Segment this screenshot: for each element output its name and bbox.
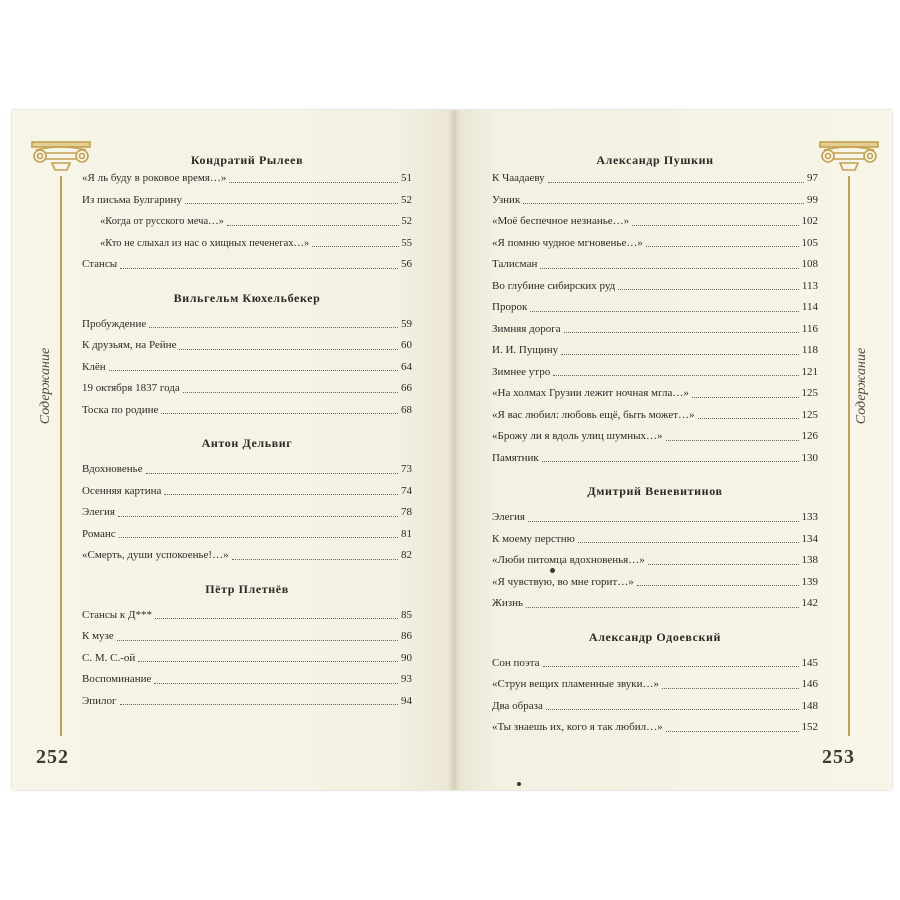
section-venevitinov bbox=[492, 483, 818, 615]
toc-entry bbox=[82, 254, 412, 276]
entry-page: 55 bbox=[401, 237, 412, 249]
toc-entry bbox=[82, 626, 412, 648]
toc-left bbox=[82, 152, 412, 712]
entry-page: 60 bbox=[401, 339, 412, 351]
entry-page: 152 bbox=[801, 721, 818, 733]
leader-dots bbox=[149, 318, 398, 328]
entry-title: Вдохновенье bbox=[82, 463, 143, 475]
leader-dots bbox=[646, 237, 799, 247]
toc-entry bbox=[492, 448, 818, 470]
leader-dots bbox=[227, 216, 399, 226]
entry-title: К моему перстню bbox=[492, 532, 575, 545]
entry-title: Во глубине сибирских руд bbox=[492, 279, 616, 292]
entry-title: Романс bbox=[82, 527, 116, 540]
leader-dots bbox=[543, 657, 799, 667]
author-heading: Антон Дельвиг bbox=[201, 436, 293, 450]
leader-dots bbox=[154, 674, 398, 684]
leader-dots bbox=[692, 388, 799, 398]
author-heading: Вильгельм Кюхельбекер bbox=[173, 290, 321, 305]
toc-entry bbox=[82, 545, 412, 567]
entry-page: 73 bbox=[401, 463, 412, 475]
toc-entry bbox=[82, 481, 412, 503]
entry-page: 51 bbox=[401, 172, 412, 184]
entry-title: И. И. Пущину bbox=[492, 344, 559, 356]
entry-title: «Я помню чудное мгновенье…» bbox=[492, 236, 643, 249]
entry-title: Узник bbox=[492, 193, 521, 206]
entry-title: «Струн вещих пламенные звуки…» bbox=[492, 678, 660, 690]
entry-page: 113 bbox=[801, 279, 818, 292]
leader-dots bbox=[637, 576, 799, 586]
entry-title: Пробуждение bbox=[82, 317, 147, 330]
leader-dots bbox=[120, 259, 398, 269]
entry-title: «На холмах Грузии лежит ночная мгла…» bbox=[492, 387, 689, 399]
leader-dots bbox=[119, 528, 398, 538]
toc-entry bbox=[82, 168, 412, 190]
toc-right bbox=[492, 152, 818, 739]
entry-page: 97 bbox=[807, 172, 818, 184]
toc-entry bbox=[82, 233, 412, 255]
entry-page: 130 bbox=[801, 451, 818, 464]
section-delvig bbox=[82, 435, 412, 567]
toc-entry bbox=[82, 314, 412, 336]
toc-entry bbox=[492, 383, 818, 405]
entry-page: 94 bbox=[401, 694, 412, 707]
leader-dots bbox=[526, 598, 799, 608]
leader-dots bbox=[662, 679, 798, 689]
side-title-left: Содержание bbox=[38, 347, 54, 425]
toc-entry bbox=[492, 717, 818, 739]
leader-dots bbox=[179, 340, 398, 350]
toc-entry bbox=[82, 400, 412, 422]
toc-entry bbox=[492, 190, 818, 212]
entry-title: «Люби питомца вдохновенья…» bbox=[492, 554, 645, 566]
toc-entry bbox=[82, 459, 412, 481]
entry-title: Эпилог bbox=[82, 694, 117, 707]
entry-title: «Ты знаешь их, кого я так любил…» bbox=[492, 721, 663, 733]
entry-page: 105 bbox=[801, 236, 818, 249]
author-heading: Кондратий Рылеев bbox=[190, 153, 304, 167]
author-heading: Дмитрий Веневитинов bbox=[587, 484, 723, 498]
entry-page: 85 bbox=[401, 608, 412, 621]
entry-page: 134 bbox=[801, 532, 818, 545]
entry-page: 90 bbox=[401, 651, 412, 664]
entry-title: Пророк bbox=[492, 301, 528, 313]
toc-entry bbox=[492, 276, 818, 298]
entry-page: 52 bbox=[401, 216, 412, 227]
entry-page: 93 bbox=[401, 673, 412, 685]
leader-dots bbox=[138, 652, 398, 662]
toc-entry bbox=[82, 691, 412, 713]
leader-dots bbox=[542, 452, 799, 462]
entry-page: 148 bbox=[801, 699, 818, 712]
entry-title: «Я чувствую, во мне горит…» bbox=[492, 575, 634, 588]
leader-dots bbox=[161, 404, 398, 414]
section-odoevsky bbox=[492, 629, 818, 739]
toc-entry bbox=[492, 529, 818, 551]
author-heading: Александр Пушкин bbox=[596, 153, 714, 167]
entry-title: Стансы к Д*** bbox=[82, 608, 153, 621]
entry-title: Элегия bbox=[82, 506, 115, 518]
leader-dots bbox=[546, 700, 799, 710]
entry-title: «Смерть, души успокоенье!…» bbox=[82, 549, 229, 561]
entry-page: 68 bbox=[401, 403, 412, 416]
entry-title: К музе bbox=[82, 630, 114, 642]
leader-dots bbox=[666, 431, 799, 441]
section-pletnev bbox=[82, 581, 412, 713]
entry-page: 126 bbox=[801, 430, 818, 442]
leader-dots bbox=[528, 512, 799, 522]
leader-dots bbox=[548, 173, 804, 183]
entry-page: 78 bbox=[401, 506, 412, 518]
leader-dots bbox=[146, 464, 398, 474]
leader-dots bbox=[564, 323, 799, 333]
entry-title: «Кто не слыхал из нас о хищных печенегах…» bbox=[100, 237, 310, 249]
entry-title: Клён bbox=[82, 360, 106, 373]
section-pushkin bbox=[492, 152, 818, 469]
entry-page: 74 bbox=[401, 484, 412, 497]
entry-page: 125 bbox=[801, 408, 818, 421]
toc-entry bbox=[492, 211, 818, 233]
column-rule-right bbox=[848, 176, 850, 736]
section-kyuhelbeker bbox=[82, 290, 412, 422]
author-heading: Александр Одоевский bbox=[588, 629, 722, 644]
toc-entry bbox=[82, 190, 412, 212]
leader-dots bbox=[648, 555, 799, 565]
entry-title: Жизнь bbox=[492, 597, 523, 609]
leader-dots bbox=[185, 194, 398, 204]
toc-entry bbox=[82, 211, 412, 233]
entry-title: Воспоминание bbox=[82, 673, 152, 685]
toc-entry bbox=[492, 319, 818, 341]
entry-title: С. М. С.-ой bbox=[82, 651, 136, 664]
entry-title: Из письма Булгарину bbox=[82, 193, 182, 206]
leader-dots bbox=[618, 280, 799, 290]
entry-title: Стансы bbox=[82, 258, 118, 270]
entry-title: Элегия bbox=[492, 511, 525, 523]
entry-title: Зимнее утро bbox=[492, 365, 551, 378]
toc-entry bbox=[492, 572, 818, 594]
entry-title: Талисман bbox=[492, 258, 538, 270]
section-rylees bbox=[82, 152, 412, 276]
toc-entry bbox=[82, 648, 412, 670]
entry-page: 125 bbox=[801, 387, 818, 399]
leader-dots bbox=[109, 361, 398, 371]
toc-entry bbox=[492, 593, 818, 615]
entry-page: 114 bbox=[801, 301, 818, 313]
entry-title: Два образа bbox=[492, 699, 543, 712]
leader-dots bbox=[312, 237, 398, 247]
entry-page: 81 bbox=[401, 527, 412, 540]
entry-page: 99 bbox=[807, 193, 818, 206]
leader-dots bbox=[632, 216, 798, 226]
book-gutter bbox=[448, 110, 460, 790]
entry-title: Осенняя картина bbox=[82, 484, 162, 497]
ionic-capital-ornament-right bbox=[818, 140, 880, 176]
leader-dots bbox=[578, 533, 799, 543]
entry-page: 146 bbox=[801, 678, 818, 690]
entry-title: «Когда от русского меча…» bbox=[100, 216, 224, 227]
toc-entry bbox=[492, 696, 818, 718]
toc-entry bbox=[82, 335, 412, 357]
leader-dots bbox=[229, 173, 398, 183]
toc-entry bbox=[492, 550, 818, 572]
leader-dots bbox=[120, 695, 398, 705]
entry-title: 19 октября 1837 года bbox=[82, 382, 180, 394]
toc-entry bbox=[492, 653, 818, 675]
entry-title: «Я ль буду в роковое время…» bbox=[82, 172, 227, 184]
entry-page: 66 bbox=[401, 382, 412, 394]
toc-entry bbox=[82, 357, 412, 379]
entry-page: 121 bbox=[801, 365, 818, 378]
entry-title: «Моё беспечное незнанье…» bbox=[492, 215, 630, 227]
toc-entry bbox=[492, 674, 818, 696]
entry-title: «Я вас любил: любовь ещё, быть может…» bbox=[492, 408, 695, 421]
toc-entry bbox=[492, 254, 818, 276]
author-heading: Пётр Плетнёв bbox=[205, 581, 289, 596]
entry-title: Памятник bbox=[492, 451, 539, 464]
toc-entry bbox=[492, 362, 818, 384]
toc-entry bbox=[82, 378, 412, 400]
leader-dots bbox=[117, 631, 398, 641]
entry-page: 56 bbox=[401, 258, 412, 270]
book-spread bbox=[12, 110, 892, 790]
toc-entry bbox=[492, 297, 818, 319]
ink-speck bbox=[517, 782, 521, 786]
entry-page: 86 bbox=[401, 630, 412, 642]
ink-speck bbox=[550, 568, 555, 573]
entry-page: 139 bbox=[801, 575, 818, 588]
leader-dots bbox=[523, 194, 804, 204]
leader-dots bbox=[540, 259, 798, 269]
leader-dots bbox=[232, 550, 398, 560]
entry-title: Зимняя дорога bbox=[492, 322, 561, 335]
column-rule-left bbox=[60, 176, 62, 736]
toc-entry bbox=[492, 233, 818, 255]
entry-page: 59 bbox=[401, 317, 412, 330]
entry-page: 138 bbox=[801, 554, 818, 566]
entry-page: 116 bbox=[801, 322, 818, 335]
toc-entry bbox=[82, 605, 412, 627]
entry-title: Тоска по родине bbox=[82, 403, 159, 416]
leader-dots bbox=[164, 485, 398, 495]
leader-dots bbox=[698, 409, 799, 419]
leader-dots bbox=[666, 722, 799, 732]
entry-page: 142 bbox=[801, 597, 818, 609]
entry-page: 118 bbox=[801, 344, 818, 356]
entry-page: 52 bbox=[401, 193, 412, 206]
toc-entry bbox=[492, 507, 818, 529]
side-title-right: Содержание bbox=[854, 347, 870, 425]
leader-dots bbox=[561, 345, 799, 355]
leader-dots bbox=[553, 366, 798, 376]
page-number-right: 253 bbox=[822, 746, 855, 768]
leader-dots bbox=[155, 609, 398, 619]
entry-title: К Чаадаеву bbox=[492, 172, 545, 184]
entry-page: 102 bbox=[801, 215, 818, 227]
entry-title: «Брожу ли я вдоль улиц шумных…» bbox=[492, 430, 663, 442]
toc-entry bbox=[82, 524, 412, 546]
toc-entry bbox=[492, 426, 818, 448]
entry-title: Сон поэта bbox=[492, 656, 540, 669]
entry-page: 145 bbox=[801, 656, 818, 669]
page-number-left: 252 bbox=[36, 746, 69, 768]
entry-page: 82 bbox=[401, 549, 412, 561]
toc-entry bbox=[82, 669, 412, 691]
entry-title: К друзьям, на Рейне bbox=[82, 339, 177, 351]
entry-page: 133 bbox=[801, 511, 818, 523]
leader-dots bbox=[530, 302, 799, 312]
leader-dots bbox=[118, 507, 398, 517]
toc-entry bbox=[492, 340, 818, 362]
toc-entry bbox=[492, 405, 818, 427]
toc-entry bbox=[82, 502, 412, 524]
entry-page: 64 bbox=[401, 360, 412, 373]
toc-entry bbox=[492, 168, 818, 190]
entry-page: 108 bbox=[801, 258, 818, 270]
leader-dots bbox=[183, 383, 398, 393]
